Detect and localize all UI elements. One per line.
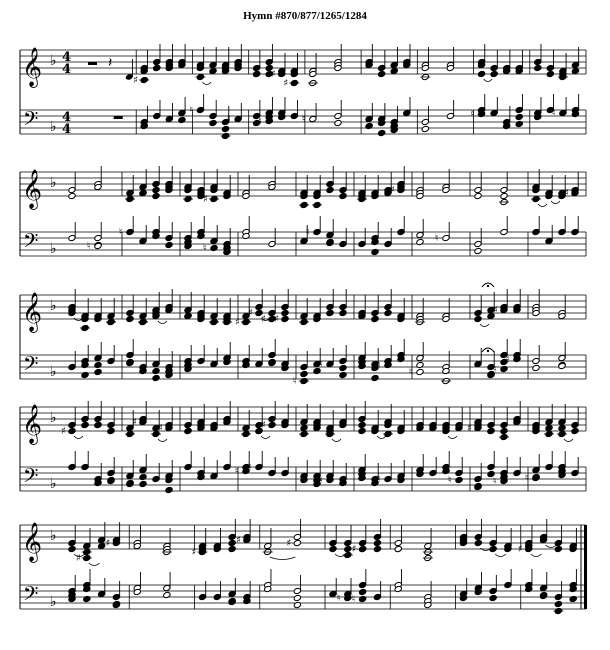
measure	[394, 525, 455, 609]
natural-icon: ♮	[506, 354, 510, 365]
note-head	[81, 421, 89, 428]
note-head	[532, 364, 540, 371]
note-head	[474, 192, 482, 199]
tie	[564, 439, 573, 442]
measure	[126, 289, 180, 382]
measure	[183, 169, 238, 256]
natural-icon: ♮	[336, 593, 341, 604]
tie	[158, 439, 167, 442]
note-head	[500, 365, 508, 372]
tie	[74, 436, 83, 439]
natural-icon: ♮	[203, 243, 207, 254]
measure	[61, 401, 122, 491]
note-head	[554, 545, 562, 552]
time-signature-top: 4	[62, 50, 72, 65]
note-head	[228, 545, 236, 552]
tie	[546, 545, 557, 548]
note-head	[253, 70, 261, 77]
note-head	[534, 64, 542, 71]
natural-icon: ♮	[119, 227, 123, 238]
note-head	[546, 70, 554, 77]
measure	[242, 166, 296, 256]
sharp-icon: ♯	[133, 75, 139, 86]
measure	[420, 47, 473, 134]
tie	[538, 204, 547, 207]
natural-icon: ♮	[525, 473, 529, 484]
measure	[459, 519, 520, 609]
note-head	[569, 595, 577, 602]
measure	[235, 289, 296, 379]
note-head	[152, 192, 160, 199]
time-signature-bottom: 4	[62, 62, 72, 77]
note-head	[359, 595, 367, 602]
measure	[68, 522, 129, 609]
sharp-icon: ♯	[235, 535, 241, 546]
treble-time-signature	[62, 50, 71, 77]
note-head	[139, 189, 147, 196]
measure	[329, 519, 390, 609]
measure	[68, 289, 122, 379]
note-head	[83, 595, 91, 602]
note-head	[378, 70, 386, 77]
measure	[133, 44, 192, 134]
sharp-icon: ♯	[61, 426, 66, 437]
flat-icon: ♭	[50, 241, 57, 257]
treble-clef-icon: 𝄞	[22, 47, 43, 87]
final-barline-thick	[584, 525, 587, 609]
system-3	[20, 283, 586, 387]
note-head	[545, 424, 553, 431]
natural-icon: ♮	[235, 466, 239, 477]
measure	[133, 525, 194, 609]
measure	[263, 519, 325, 609]
measure	[68, 166, 122, 256]
note-head	[474, 247, 482, 254]
fermata-dot	[487, 285, 489, 287]
note-head	[94, 421, 102, 428]
sharp-icon: ♯	[203, 194, 208, 205]
note-head	[152, 367, 160, 374]
measure	[474, 172, 528, 256]
note-head	[339, 371, 347, 378]
sharp-icon: ♯	[132, 417, 137, 428]
note-head	[281, 309, 289, 316]
note-head	[474, 315, 482, 322]
note-head	[126, 315, 134, 322]
note-head	[300, 424, 308, 431]
note-head	[339, 364, 347, 371]
measure	[299, 404, 354, 491]
sharp-icon: ♯	[261, 420, 266, 431]
bass-clef-icon: 𝄢	[23, 582, 39, 610]
treble-clef-icon: 𝄞	[22, 292, 43, 332]
sharp-icon: ♯	[158, 423, 163, 434]
sharp-icon: ♯	[351, 544, 357, 555]
note-head	[489, 594, 497, 601]
note-head	[554, 600, 562, 607]
note-head	[478, 70, 486, 77]
note-head	[394, 545, 402, 552]
natural-icon: ♮	[189, 105, 194, 116]
sharp-icon: ♯	[261, 314, 266, 325]
note-head	[184, 312, 192, 319]
natural-icon: ♮	[493, 476, 497, 487]
sharp-icon: ♯	[248, 308, 253, 319]
note-head	[571, 67, 579, 74]
note-head	[358, 427, 366, 434]
measure	[299, 166, 354, 256]
natural-icon: ♮	[409, 367, 413, 378]
note-head	[326, 309, 334, 316]
natural-icon: ♮	[551, 108, 556, 119]
note-head	[421, 125, 429, 132]
measure	[184, 292, 238, 379]
treble-clef-icon: 𝄞	[22, 404, 43, 444]
measure	[531, 169, 586, 256]
note-head	[139, 480, 147, 487]
tie	[484, 79, 493, 82]
note-head	[500, 192, 508, 199]
note-head	[371, 374, 379, 381]
note-head	[300, 370, 308, 377]
half-rest-icon	[88, 62, 97, 65]
note-head	[339, 309, 347, 316]
note-head	[139, 473, 147, 480]
note-head	[416, 361, 424, 368]
measure	[467, 401, 528, 491]
natural-icon: ♮	[435, 233, 439, 244]
tie	[332, 439, 341, 442]
measure	[302, 44, 361, 134]
note-head	[571, 427, 579, 434]
sharp-icon: ♯	[75, 553, 81, 564]
measure	[409, 295, 470, 385]
note-head	[293, 539, 301, 546]
natural-icon: ♮	[351, 594, 356, 605]
note-head	[293, 601, 301, 608]
sharp-icon: ♯	[191, 547, 197, 558]
note-head	[359, 545, 367, 552]
natural-icon: ♮	[227, 114, 231, 125]
note-head	[68, 192, 76, 199]
note-head	[371, 315, 379, 322]
flat-icon: ♭	[50, 298, 57, 314]
note-head	[371, 248, 379, 255]
measure	[88, 50, 139, 134]
measure	[358, 401, 412, 491]
note-head	[373, 539, 381, 546]
note-head	[210, 244, 218, 251]
note-head	[209, 67, 217, 74]
natural-icon: ♮	[87, 241, 91, 252]
sharp-icon: ♯	[564, 188, 569, 199]
measure	[235, 401, 296, 491]
note-head	[378, 129, 386, 136]
bass-clef-icon: 𝄢	[23, 229, 39, 257]
note-head	[487, 427, 495, 434]
note-head	[455, 476, 463, 483]
sharp-icon: ♯	[270, 69, 276, 80]
natural-icon: ♮	[306, 227, 310, 238]
natural-icon: ♮	[470, 109, 475, 120]
flat-icon: ♭	[50, 476, 57, 492]
bass-clef-icon: 𝄢	[23, 464, 39, 492]
note-head	[329, 545, 337, 552]
tie	[89, 563, 100, 566]
note-head	[334, 119, 342, 126]
bass-clef-icon: 𝄢	[23, 107, 39, 135]
measure	[189, 44, 248, 140]
note-head	[163, 591, 171, 598]
note-head	[152, 374, 160, 381]
note-head	[558, 424, 566, 431]
system-4	[20, 401, 586, 494]
note-head	[365, 122, 373, 129]
measure	[416, 407, 470, 491]
measure	[471, 44, 530, 134]
flat-icon: ♭	[50, 175, 57, 191]
note-head	[515, 120, 523, 127]
note-head	[107, 427, 115, 434]
bass-time-signature	[62, 110, 71, 137]
tie	[531, 554, 542, 557]
quarter-rest-icon: 𝄽	[108, 55, 113, 71]
sharp-icon: ♯	[235, 317, 240, 328]
tie	[158, 321, 167, 324]
system-2	[20, 166, 586, 257]
natural-icon: ♮	[319, 475, 323, 486]
note-head	[209, 119, 217, 126]
tie	[377, 436, 386, 439]
sharp-icon: ♯	[274, 314, 279, 325]
measure	[358, 289, 412, 382]
note-head	[339, 192, 347, 199]
measure	[532, 289, 586, 379]
note-head	[153, 64, 161, 71]
sharp-icon: ♯	[105, 538, 111, 549]
whole-rest-icon	[114, 116, 123, 119]
measure	[192, 519, 260, 609]
measure	[534, 44, 586, 134]
sharp-icon: ♯	[390, 185, 395, 196]
measure	[474, 289, 528, 379]
treble-clef-icon: 𝄞	[22, 169, 43, 209]
time-signature-top: 4	[62, 110, 72, 125]
measure	[119, 166, 180, 256]
tie	[448, 436, 457, 439]
natural-icon: ♮	[493, 364, 497, 375]
note-head	[68, 545, 76, 552]
tie	[495, 554, 506, 557]
note-head	[68, 427, 76, 434]
tie	[261, 436, 270, 439]
sharp-icon: ♯	[467, 423, 472, 434]
note-head	[373, 545, 381, 552]
note-head	[178, 116, 186, 123]
bass-clef-icon: 𝄢	[23, 352, 39, 380]
page-title: Hymn #870/877/1265/1284	[243, 10, 367, 22]
note-head	[94, 368, 102, 375]
tie	[551, 201, 560, 204]
measure	[518, 519, 587, 615]
flat-icon: ♭	[50, 119, 57, 135]
natural-icon: ♮	[319, 359, 323, 370]
note-head	[222, 125, 230, 132]
note-head	[81, 371, 89, 378]
flat-icon: ♭	[50, 410, 57, 426]
flat-icon: ♭	[50, 528, 57, 544]
note-head	[358, 421, 366, 428]
note-head	[390, 67, 398, 74]
measure	[365, 44, 417, 137]
system-1	[20, 44, 586, 140]
sharp-icon: ♯	[493, 305, 498, 316]
note-head	[165, 486, 173, 493]
sharp-icon: ♯	[286, 538, 292, 549]
natural-icon: ♮	[293, 376, 297, 387]
measure	[525, 404, 586, 491]
measure	[416, 169, 470, 256]
natural-icon: ♮	[377, 474, 381, 485]
fermata-dot	[487, 350, 489, 352]
tie	[270, 557, 296, 560]
measure	[253, 44, 305, 134]
measure	[184, 401, 238, 491]
natural-icon: ♮	[377, 360, 381, 371]
note-head	[489, 545, 497, 552]
time-signature-bottom: 4	[62, 122, 72, 137]
measure	[125, 401, 180, 494]
note-head	[165, 241, 173, 248]
treble-clef-icon: 𝄞	[22, 522, 43, 562]
note-head	[384, 309, 392, 316]
flat-icon: ♭	[50, 53, 57, 69]
system-5	[20, 519, 587, 615]
note-head	[326, 186, 334, 193]
note-head	[94, 361, 102, 368]
note-head	[359, 588, 367, 595]
note-head	[281, 315, 289, 322]
natural-icon: ♮	[448, 475, 452, 486]
note-head	[490, 70, 498, 77]
sharp-icon: ♯	[517, 544, 523, 555]
note-head	[293, 594, 301, 601]
natural-icon: ♮	[258, 116, 262, 127]
sharp-icon: ♯	[283, 78, 289, 89]
note-head	[474, 539, 482, 546]
tie	[202, 82, 211, 85]
note-head	[416, 368, 424, 375]
natural-icon: ♮	[301, 114, 306, 125]
note-head	[268, 421, 276, 428]
note-head	[152, 186, 160, 193]
natural-icon: ♮	[248, 462, 252, 473]
tie	[480, 324, 489, 327]
measure	[357, 166, 412, 256]
flat-icon: ♭	[50, 364, 57, 380]
measure	[293, 289, 354, 387]
flat-icon: ♭	[50, 594, 57, 610]
note-head	[184, 427, 192, 434]
note-head	[515, 113, 523, 120]
note-head	[500, 427, 508, 434]
note-head	[416, 238, 424, 245]
